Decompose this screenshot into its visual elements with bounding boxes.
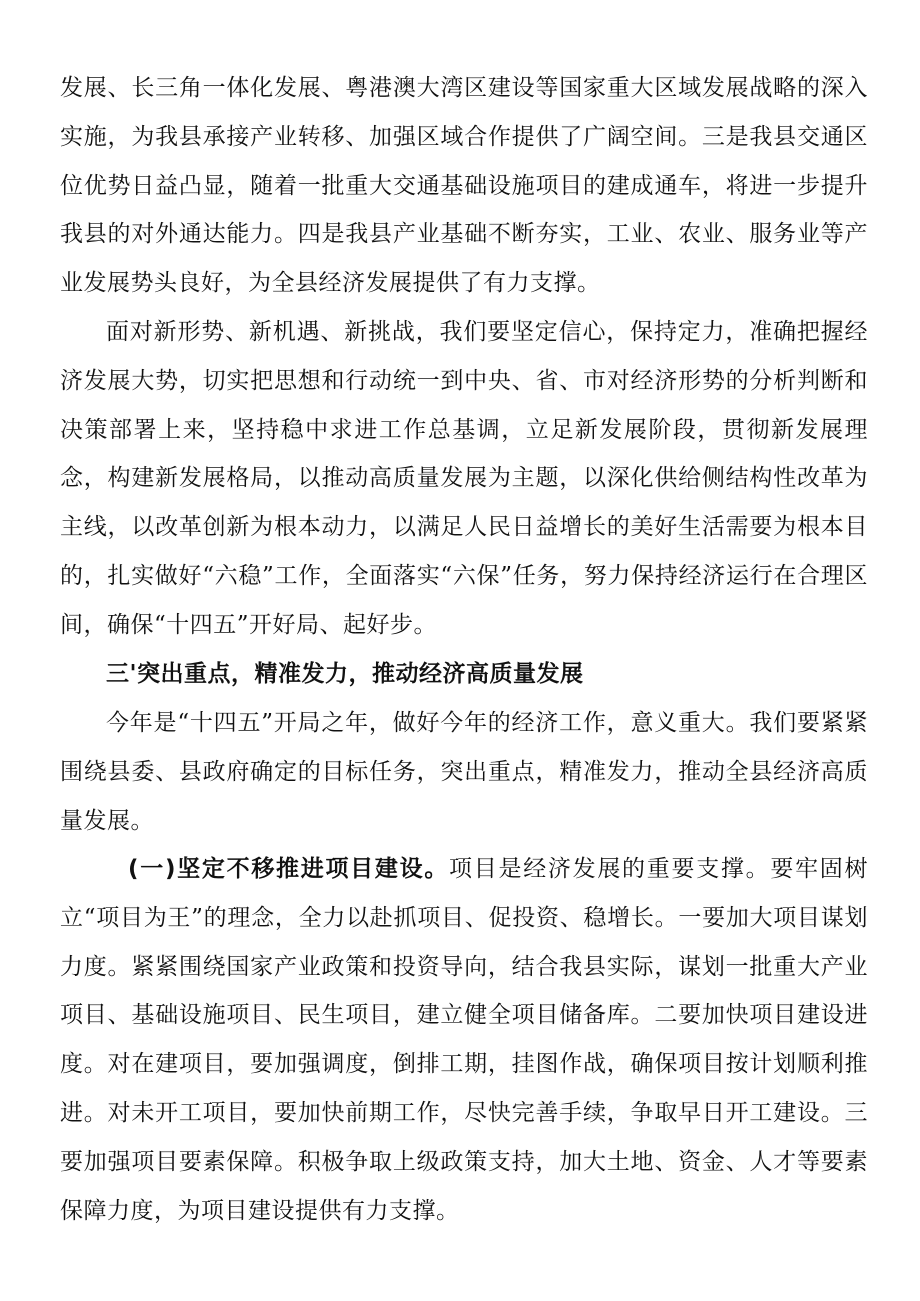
paragraph-new-situation: 面对新形势、新机遇、新挑战，我们要坚定信心，保持定力，准确把握经济发展大势，切实把思想和行动统一到中央、省、市对经济形势的分析判断和决策部署上来，坚持稳中求进工作总基调，立足新发展阶段，贯彻新发展理念，构建新发展格局，以推动高质量发展为主题，以深化供给侧结构性改革为主线，以改革创新为根本动力，以满足人民日益增长的美好生活需要为根本目的，扎实做好“六稳”工作，全面落实“六保”任务，努力保持经济运行在合理区间，确保“十四五”开好局、起好步。	[60, 319, 868, 638]
paragraph-regional-strategy: 发展、长三角一体化发展、粤港澳大湾区建设等国家重大区域发展战略的深入实施，为我县承接产业转移、加强区域合作提供了广阔空间。三是我县交通区位优势日益凸显，随着一批重大交通基础设施项目的建成通车，将进一步提升我县的对外通达能力。四是我县产业基础不断夯实，工业、农业、服务业等产业发展势头良好，为全县经济发展提供了有力支撑。	[60, 75, 868, 297]
paragraph-body-text: 项目是经济发展的重要支撑。要牢固树立“项目为王”的理念，全力以赴抓项目、促投资、稳增长。一要加大项目谋划力度。紧紧围绕国家产业政策和投资导向，结合我县实际，谋划一批重大产业项目、基础设施项目、民生项目，建立健全项目储备库。二要加快项目建设进度。对在建项目，要加强调度，倒排工期，挂图作战，确保项目按计划顺利推进。对未开工项目，要加快前期工作，尽快完善手续，争取早日开工建设。三要加强项目要素保障。积极争取上级政策支持，加大土地、资金、人才等要素保障力度，为项目建设提供有力支撑。	[60, 856, 868, 1224]
paragraph-fourteenth-five-year: 今年是“十四五”开局之年，做好今年的经济工作，意义重大。我们要紧紧围绕县委、县政府确定的目标任务，突出重点，精准发力，推动全县经济高质量发展。	[60, 710, 868, 834]
paragraph-project-construction	[60, 845, 868, 1235]
paragraph-lead-heading: (一)坚定不移推进项目建设。	[128, 856, 450, 882]
section-heading-three: 三'突出重点，精准发力，推动经济高质量发展	[106, 661, 584, 687]
